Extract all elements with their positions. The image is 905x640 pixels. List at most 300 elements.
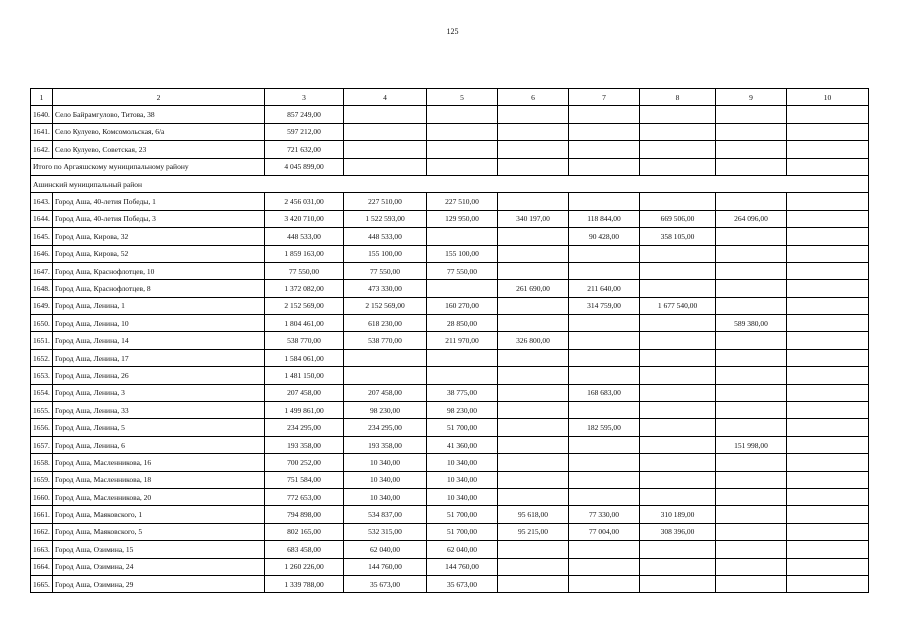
amount-cell	[716, 541, 787, 558]
register-table	[30, 88, 869, 593]
amount-cell	[640, 488, 716, 505]
amount-cell	[716, 297, 787, 314]
amount-cell: 77 330,00	[569, 506, 640, 523]
amount-cell: 10 340,00	[344, 471, 427, 488]
amount-cell	[640, 541, 716, 558]
amount-cell	[787, 454, 869, 471]
amount-cell	[498, 228, 569, 245]
amount-cell	[787, 523, 869, 540]
amount-cell: 207 458,00	[265, 384, 344, 401]
amount-cell: 772 653,00	[265, 488, 344, 505]
amount-cell: 794 898,00	[265, 506, 344, 523]
amount-cell	[640, 384, 716, 401]
row-number: 1661.	[31, 506, 53, 523]
amount-cell: 261 690,00	[498, 280, 569, 297]
amount-cell: 1 499 861,00	[265, 402, 344, 419]
row-number: 1644.	[31, 210, 53, 227]
row-number: 1655.	[31, 402, 53, 419]
header-cell: 1	[31, 89, 53, 106]
header-cell: 8	[640, 89, 716, 106]
amount-cell	[640, 419, 716, 436]
amount-cell: 41 360,00	[427, 436, 498, 453]
amount-cell	[498, 454, 569, 471]
amount-cell: 10 340,00	[344, 454, 427, 471]
address-cell: Село Кулуево, Советская, 23	[53, 141, 265, 158]
amount-cell	[640, 558, 716, 575]
amount-cell	[498, 193, 569, 210]
amount-cell	[716, 245, 787, 262]
amount-cell	[716, 506, 787, 523]
amount-cell	[787, 193, 869, 210]
amount-cell	[498, 141, 569, 158]
amount-cell	[640, 436, 716, 453]
table-row	[31, 193, 869, 210]
amount-cell: 1 481 150,00	[265, 367, 344, 384]
table-row	[31, 488, 869, 505]
amount-cell	[716, 402, 787, 419]
amount-cell: 10 340,00	[427, 471, 498, 488]
header-cell: 9	[716, 89, 787, 106]
amount-cell	[787, 436, 869, 453]
amount-cell	[569, 541, 640, 558]
amount-cell: 4 045 899,00	[265, 158, 344, 175]
address-cell: Город Аша, Ленина, 14	[53, 332, 265, 349]
table-body	[31, 89, 869, 593]
amount-cell	[498, 558, 569, 575]
amount-cell	[569, 575, 640, 592]
amount-cell	[344, 349, 427, 366]
row-number: 1656.	[31, 419, 53, 436]
amount-cell	[498, 402, 569, 419]
amount-cell	[569, 158, 640, 175]
amount-cell: 62 040,00	[344, 541, 427, 558]
amount-cell	[787, 332, 869, 349]
table-row	[31, 332, 869, 349]
amount-cell: 721 632,00	[265, 141, 344, 158]
row-number: 1641.	[31, 123, 53, 140]
amount-cell	[569, 332, 640, 349]
address-cell: Город Аша, Ленина, 5	[53, 419, 265, 436]
amount-cell	[716, 106, 787, 123]
amount-cell	[344, 158, 427, 175]
amount-cell	[716, 141, 787, 158]
table-row	[31, 436, 869, 453]
row-number: 1649.	[31, 297, 53, 314]
amount-cell	[427, 349, 498, 366]
amount-cell	[498, 367, 569, 384]
amount-cell	[427, 280, 498, 297]
row-number: 1660.	[31, 488, 53, 505]
amount-cell: 193 358,00	[265, 436, 344, 453]
amount-cell	[569, 106, 640, 123]
amount-cell	[640, 315, 716, 332]
amount-cell	[716, 262, 787, 279]
amount-cell: 1 522 593,00	[344, 210, 427, 227]
amount-cell	[344, 367, 427, 384]
amount-cell: 77 550,00	[427, 262, 498, 279]
table-row	[31, 228, 869, 245]
header-row	[31, 89, 869, 106]
amount-cell	[427, 367, 498, 384]
row-number: 1651.	[31, 332, 53, 349]
amount-cell: 700 252,00	[265, 454, 344, 471]
amount-cell	[344, 123, 427, 140]
amount-cell	[787, 384, 869, 401]
amount-cell	[787, 367, 869, 384]
amount-cell	[716, 332, 787, 349]
table-row	[31, 210, 869, 227]
table-row	[31, 106, 869, 123]
amount-cell: 51 700,00	[427, 506, 498, 523]
row-number: 1650.	[31, 315, 53, 332]
amount-cell	[787, 297, 869, 314]
header-cell: 2	[53, 89, 265, 106]
amount-cell	[498, 488, 569, 505]
amount-cell	[640, 575, 716, 592]
amount-cell	[716, 488, 787, 505]
amount-cell: 10 340,00	[427, 488, 498, 505]
amount-cell	[787, 245, 869, 262]
amount-cell: 182 595,00	[569, 419, 640, 436]
section-row	[31, 175, 869, 192]
amount-cell: 160 270,00	[427, 297, 498, 314]
amount-cell	[569, 262, 640, 279]
amount-cell: 35 673,00	[427, 575, 498, 592]
amount-cell: 144 760,00	[344, 558, 427, 575]
amount-cell	[498, 106, 569, 123]
amount-cell	[787, 123, 869, 140]
amount-cell: 534 837,00	[344, 506, 427, 523]
address-cell: Город Аша, Ленина, 26	[53, 367, 265, 384]
page-number: 125	[446, 27, 459, 36]
amount-cell: 1 584 061,00	[265, 349, 344, 366]
amount-cell	[344, 106, 427, 123]
amount-cell	[787, 402, 869, 419]
address-cell: Город Аша, Масленникова, 16	[53, 454, 265, 471]
amount-cell: 340 197,00	[498, 210, 569, 227]
address-cell: Город Аша, Ленина, 10	[53, 315, 265, 332]
amount-cell	[640, 402, 716, 419]
row-number: 1646.	[31, 245, 53, 262]
table-row	[31, 141, 869, 158]
amount-cell	[569, 402, 640, 419]
table-row	[31, 349, 869, 366]
amount-cell	[569, 488, 640, 505]
amount-cell	[716, 280, 787, 297]
address-cell: Город Аша, 40-летия Победы, 1	[53, 193, 265, 210]
amount-cell: 532 315,00	[344, 523, 427, 540]
amount-cell: 118 844,00	[569, 210, 640, 227]
table-row	[31, 402, 869, 419]
amount-cell	[498, 575, 569, 592]
amount-cell	[498, 541, 569, 558]
address-cell: Город Аша, Озимина, 24	[53, 558, 265, 575]
amount-cell	[787, 541, 869, 558]
table-row	[31, 123, 869, 140]
amount-cell: 802 165,00	[265, 523, 344, 540]
row-number: 1647.	[31, 262, 53, 279]
row-number: 1648.	[31, 280, 53, 297]
amount-cell: 597 212,00	[265, 123, 344, 140]
row-number: 1657.	[31, 436, 53, 453]
amount-cell	[787, 141, 869, 158]
row-number: 1664.	[31, 558, 53, 575]
amount-cell: 264 096,00	[716, 210, 787, 227]
amount-cell: 358 105,00	[640, 228, 716, 245]
amount-cell	[427, 106, 498, 123]
amount-cell: 62 040,00	[427, 541, 498, 558]
amount-cell: 51 700,00	[427, 419, 498, 436]
amount-cell: 473 330,00	[344, 280, 427, 297]
amount-cell	[787, 158, 869, 175]
amount-cell	[427, 158, 498, 175]
amount-cell	[716, 228, 787, 245]
amount-cell: 10 340,00	[427, 454, 498, 471]
amount-cell: 1 339 788,00	[265, 575, 344, 592]
amount-cell	[787, 280, 869, 297]
amount-cell	[640, 454, 716, 471]
header-cell: 4	[344, 89, 427, 106]
amount-cell	[640, 193, 716, 210]
amount-cell: 1 260 226,00	[265, 558, 344, 575]
row-number: 1643.	[31, 193, 53, 210]
amount-cell: 28 850,00	[427, 315, 498, 332]
address-cell: Город Аша, Краснофлотцев, 10	[53, 262, 265, 279]
amount-cell	[640, 367, 716, 384]
address-cell: Город Аша, Ленина, 17	[53, 349, 265, 366]
amount-cell	[640, 280, 716, 297]
amount-cell: 193 358,00	[344, 436, 427, 453]
address-cell: Город Аша, Маяковского, 1	[53, 506, 265, 523]
table-row	[31, 384, 869, 401]
amount-cell: 38 775,00	[427, 384, 498, 401]
address-cell: Город Аша, Кирова, 32	[53, 228, 265, 245]
amount-cell: 1 372 082,00	[265, 280, 344, 297]
amount-cell: 683 458,00	[265, 541, 344, 558]
header-cell: 7	[569, 89, 640, 106]
amount-cell	[787, 106, 869, 123]
amount-cell	[569, 436, 640, 453]
row-number: 1652.	[31, 349, 53, 366]
amount-cell	[498, 315, 569, 332]
table-row	[31, 454, 869, 471]
amount-cell: 751 584,00	[265, 471, 344, 488]
amount-cell: 155 100,00	[344, 245, 427, 262]
amount-cell	[716, 471, 787, 488]
amount-cell	[427, 123, 498, 140]
amount-cell	[569, 558, 640, 575]
amount-cell	[716, 349, 787, 366]
amount-cell: 51 700,00	[427, 523, 498, 540]
amount-cell: 155 100,00	[427, 245, 498, 262]
amount-cell: 310 189,00	[640, 506, 716, 523]
amount-cell: 589 380,00	[716, 315, 787, 332]
amount-cell	[716, 367, 787, 384]
table-row	[31, 315, 869, 332]
amount-cell	[787, 558, 869, 575]
amount-cell	[716, 419, 787, 436]
amount-cell	[787, 575, 869, 592]
address-cell: Город Аша, Масленникова, 20	[53, 488, 265, 505]
amount-cell	[716, 123, 787, 140]
amount-cell	[569, 367, 640, 384]
address-cell: Город Аша, Озимина, 15	[53, 541, 265, 558]
amount-cell: 2 456 031,00	[265, 193, 344, 210]
amount-cell	[498, 262, 569, 279]
amount-cell	[787, 419, 869, 436]
amount-cell: 538 770,00	[265, 332, 344, 349]
amount-cell	[498, 349, 569, 366]
amount-cell	[498, 297, 569, 314]
header-cell: 3	[265, 89, 344, 106]
address-cell: Город Аша, Кирова, 52	[53, 245, 265, 262]
table-row	[31, 575, 869, 592]
amount-cell: 98 230,00	[427, 402, 498, 419]
amount-cell	[787, 315, 869, 332]
row-number: 1665.	[31, 575, 53, 592]
amount-cell	[498, 436, 569, 453]
amount-cell	[498, 123, 569, 140]
amount-cell: 234 295,00	[344, 419, 427, 436]
amount-cell: 618 230,00	[344, 315, 427, 332]
amount-cell: 314 759,00	[569, 297, 640, 314]
amount-cell	[716, 158, 787, 175]
amount-cell	[716, 558, 787, 575]
row-number: 1642.	[31, 141, 53, 158]
amount-cell: 98 230,00	[344, 402, 427, 419]
row-number: 1653.	[31, 367, 53, 384]
amount-cell	[716, 454, 787, 471]
amount-cell	[640, 262, 716, 279]
amount-cell: 207 458,00	[344, 384, 427, 401]
address-cell: Город Аша, Ленина, 1	[53, 297, 265, 314]
address-cell: Город Аша, Ленина, 33	[53, 402, 265, 419]
amount-cell: 538 770,00	[344, 332, 427, 349]
amount-cell: 168 683,00	[569, 384, 640, 401]
address-cell: Город Аша, Маяковского, 5	[53, 523, 265, 540]
amount-cell: 227 510,00	[427, 193, 498, 210]
table-row	[31, 471, 869, 488]
row-number: 1659.	[31, 471, 53, 488]
amount-cell	[569, 315, 640, 332]
address-cell: Город Аша, Ленина, 6	[53, 436, 265, 453]
table-row	[31, 506, 869, 523]
amount-cell: 1 859 163,00	[265, 245, 344, 262]
amount-cell: 129 950,00	[427, 210, 498, 227]
address-cell: Село Кулуево, Комсомольская, 6/а	[53, 123, 265, 140]
amount-cell: 77 004,00	[569, 523, 640, 540]
amount-cell	[787, 228, 869, 245]
table-row	[31, 523, 869, 540]
amount-cell	[716, 384, 787, 401]
amount-cell: 211 640,00	[569, 280, 640, 297]
amount-cell: 1 804 461,00	[265, 315, 344, 332]
amount-cell: 211 970,00	[427, 332, 498, 349]
header-cell: 6	[498, 89, 569, 106]
row-number: 1640.	[31, 106, 53, 123]
amount-cell	[716, 193, 787, 210]
header-cell: 5	[427, 89, 498, 106]
amount-cell	[640, 332, 716, 349]
amount-cell	[640, 349, 716, 366]
amount-cell	[498, 419, 569, 436]
amount-cell	[787, 349, 869, 366]
amount-cell	[640, 123, 716, 140]
amount-cell	[427, 228, 498, 245]
table-row	[31, 245, 869, 262]
amount-cell: 95 618,00	[498, 506, 569, 523]
amount-cell: 448 533,00	[265, 228, 344, 245]
amount-cell: 95 215,00	[498, 523, 569, 540]
amount-cell	[569, 123, 640, 140]
amount-cell: 3 420 710,00	[265, 210, 344, 227]
amount-cell	[640, 471, 716, 488]
amount-cell	[640, 158, 716, 175]
amount-cell: 669 506,00	[640, 210, 716, 227]
address-cell: Город Аша, Озимина, 29	[53, 575, 265, 592]
address-cell: Город Аша, Краснофлотцев, 8	[53, 280, 265, 297]
row-number: 1658.	[31, 454, 53, 471]
amount-cell: 77 550,00	[265, 262, 344, 279]
amount-cell	[640, 245, 716, 262]
amount-cell: 857 249,00	[265, 106, 344, 123]
amount-cell	[569, 141, 640, 158]
table-row	[31, 558, 869, 575]
amount-cell	[569, 454, 640, 471]
table-row	[31, 541, 869, 558]
address-cell: Село Байрамгулово, Титова, 38	[53, 106, 265, 123]
amount-cell: 227 510,00	[344, 193, 427, 210]
amount-cell	[569, 193, 640, 210]
amount-cell	[569, 349, 640, 366]
amount-cell	[787, 471, 869, 488]
amount-cell	[640, 141, 716, 158]
header-cell: 10	[787, 89, 869, 106]
section-title: Ашинский муниципальный район	[31, 175, 869, 192]
table-row	[31, 419, 869, 436]
amount-cell	[787, 488, 869, 505]
amount-cell: 10 340,00	[344, 488, 427, 505]
total-label: Итого по Аргаяшскому муниципальному району	[31, 158, 265, 175]
amount-cell: 144 760,00	[427, 558, 498, 575]
amount-cell: 234 295,00	[265, 419, 344, 436]
amount-cell	[787, 262, 869, 279]
amount-cell: 90 428,00	[569, 228, 640, 245]
amount-cell	[640, 106, 716, 123]
amount-cell: 1 677 540,00	[640, 297, 716, 314]
table-row	[31, 367, 869, 384]
amount-cell	[569, 471, 640, 488]
row-number: 1645.	[31, 228, 53, 245]
address-cell: Город Аша, 40-летия Победы, 3	[53, 210, 265, 227]
amount-cell: 151 998,00	[716, 436, 787, 453]
amount-cell	[498, 245, 569, 262]
amount-cell: 308 396,00	[640, 523, 716, 540]
row-number: 1662.	[31, 523, 53, 540]
table-row	[31, 280, 869, 297]
amount-cell	[569, 245, 640, 262]
amount-cell	[716, 575, 787, 592]
amount-cell: 2 152 569,00	[265, 297, 344, 314]
amount-cell	[498, 158, 569, 175]
table-row	[31, 262, 869, 279]
table-row	[31, 297, 869, 314]
amount-cell	[344, 141, 427, 158]
amount-cell	[787, 506, 869, 523]
amount-cell	[498, 471, 569, 488]
amount-cell: 2 152 569,00	[344, 297, 427, 314]
amount-cell: 77 550,00	[344, 262, 427, 279]
